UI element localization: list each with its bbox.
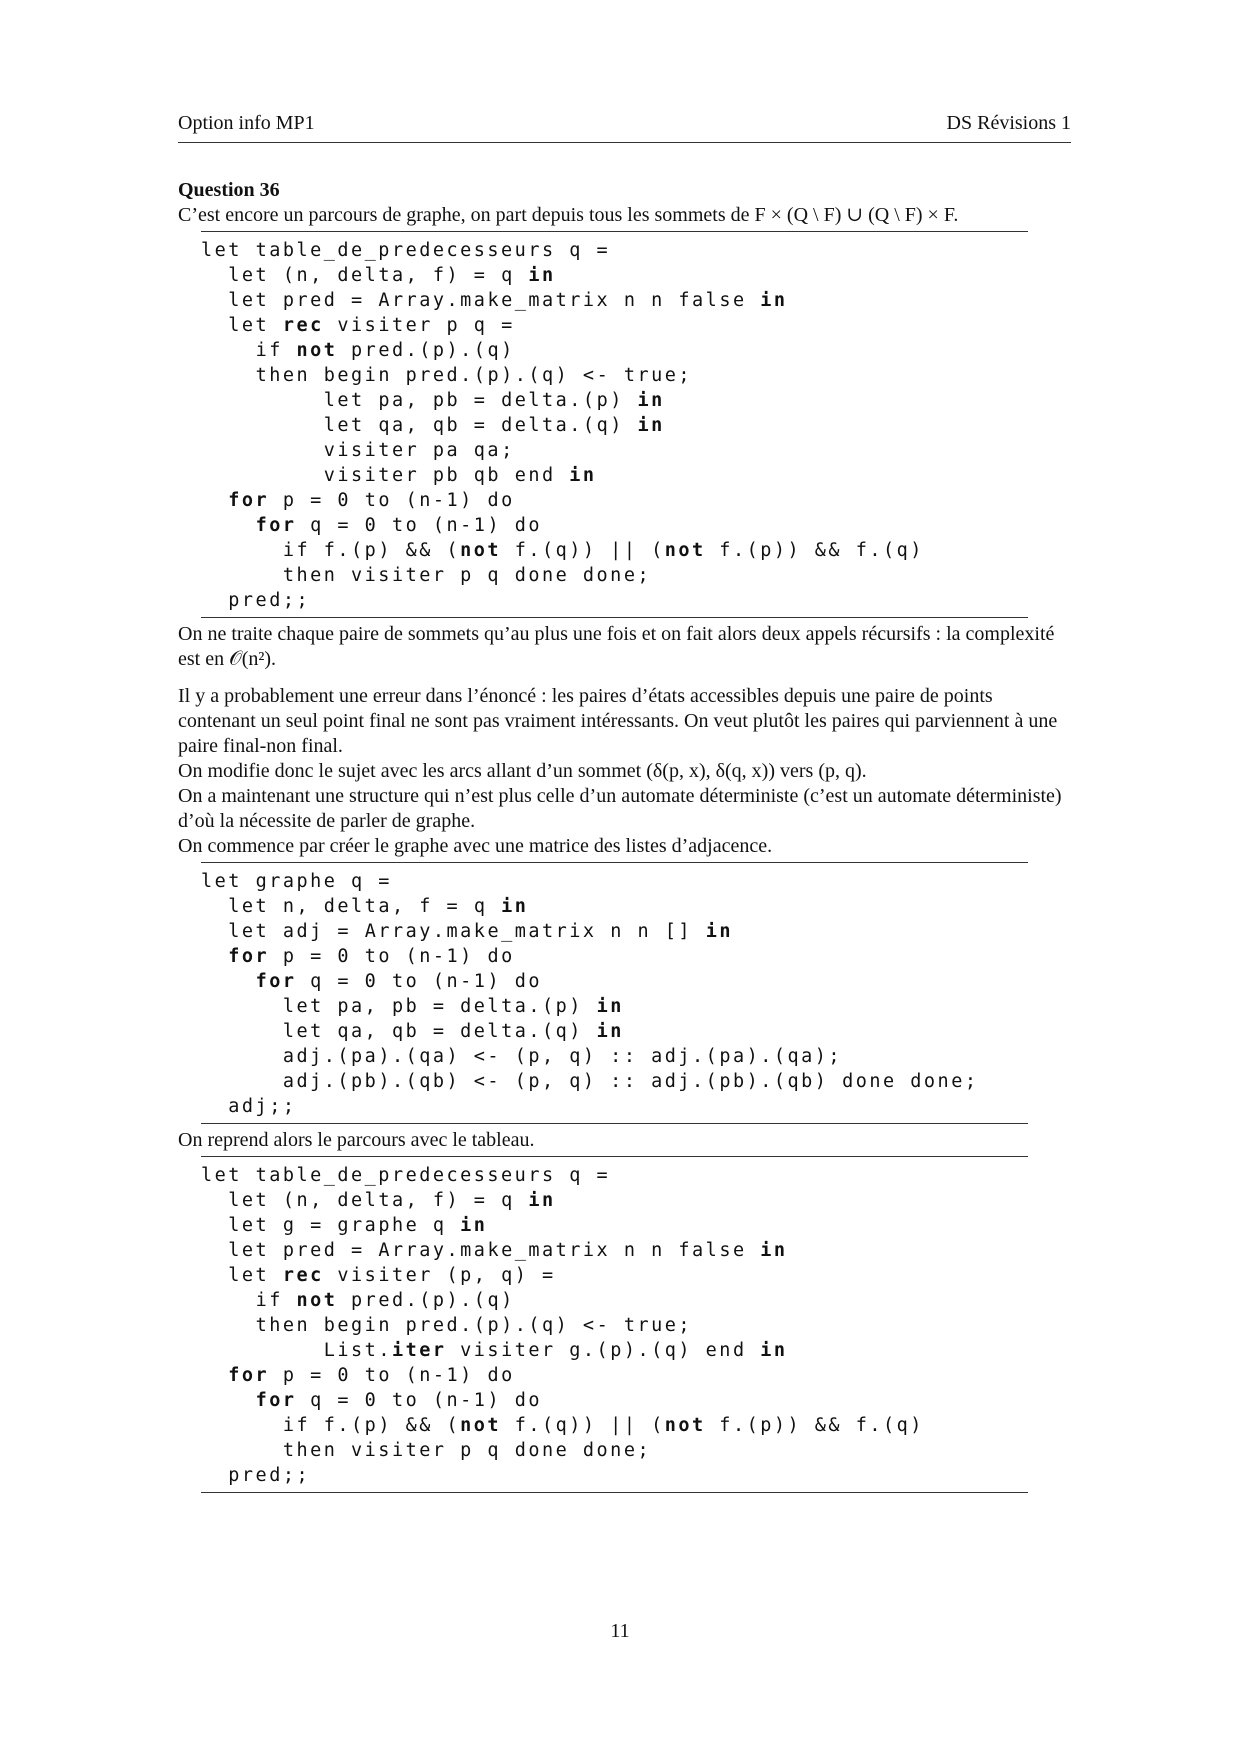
code-line: adj.(pb).(qb) <- (p, q) :: adj.(pb).(qb) done done; [282,1071,979,1092]
code-block-3 [201,1156,1028,1493]
code-line: for p = 0 to (n-1) do [228,1365,515,1386]
code-line: adj.(pa).(qa) <- (p, q) :: adj.(pa).(qa); [282,1046,843,1067]
code-line: List.iter visiter g.(p).(q) end in [323,1340,788,1361]
code-block-1 [201,231,1028,618]
code-line: pred;; [228,590,311,611]
remark-line: On modifie donc le sujet avec les arcs allant d’un sommet (δ(p, x), δ(q, x)) vers (p, q). [178,760,867,782]
code-line: let qa, qb = delta.(q) in [323,415,665,436]
code-line: let pred = Array.make_matrix n n false in [228,290,788,311]
remark-line: On a maintenant une structure qui n’est plus celle d’un automate déterministe (c’est un automate déterministe) d’où la nécessite de parler de graphe. [178,785,1062,832]
resume-paragraph: On reprend alors le parcours avec le tableau. [178,1129,535,1151]
code-line: visiter pb qb end in [323,465,597,486]
code-line: if f.(p) && (not f.(q)) || (not f.(p)) && f.(q) [282,1415,924,1436]
header-doc-title: DS Révisions 1 [946,112,1071,134]
code-line: visiter pa qa; [323,440,515,461]
remarks-paragraph [178,684,1071,859]
code-line: for q = 0 to (n-1) do [255,971,543,992]
code-line: let table_de_predecesseurs q = [201,1165,611,1186]
question-title: Question 36 [178,179,280,201]
code-line: let pred = Array.make_matrix n n false in [228,1240,788,1261]
code-line: if f.(p) && (not f.(q)) || (not f.(p)) && f.(q) [282,540,924,561]
code-line: let table_de_predecesseurs q = [201,240,611,261]
complexity-paragraph: On ne traite chaque paire de sommets qu’au plus une fois et on fait alors deux appels récursifs : la complexité est en 𝒪(n²). [178,623,1055,670]
code-line: let rec visiter (p, q) = [228,1265,556,1286]
code-line: then visiter p q done done; [282,1440,652,1461]
intro-paragraph: C’est encore un parcours de graphe, on part depuis tous les sommets de F × (Q \ F) ∪ (Q \ F) × F. [178,204,959,226]
code-line: let pa, pb = delta.(p) in [282,996,624,1017]
code-line: adj;; [228,1096,297,1117]
code-line: then begin pred.(p).(q) <- true; [255,1315,693,1336]
code-line: let graphe q = [201,871,392,892]
code-line: let adj = Array.make_matrix n n [] in [228,921,733,942]
code-line: pred;; [228,1465,311,1486]
page-number: 11 [610,1620,630,1642]
code-line: then visiter p q done done; [282,565,652,586]
code-line: if not pred.(p).(q) [255,340,515,361]
remark-line: On commence par créer le graphe avec une matrice des listes d’adjacence. [178,835,773,857]
code-line: let n, delta, f = q in [228,896,529,917]
page-content [178,178,1071,1497]
code-line: let (n, delta, f) = q in [228,1190,556,1211]
code-line: for p = 0 to (n-1) do [228,490,515,511]
header-course: Option info MP1 [178,112,315,134]
code-line: let rec visiter p q = [228,315,515,336]
code-line: let qa, qb = delta.(q) in [282,1021,624,1042]
code-line: for q = 0 to (n-1) do [255,515,543,536]
code-line: let g = graphe q in [228,1215,488,1236]
code-line: then begin pred.(p).(q) <- true; [255,365,693,386]
remark-line: Il y a probablement une erreur dans l’énoncé : les paires d’états accessibles depuis une paire de points contenant un seul point final ne sont pas vraiment intéressants. On veut plutôt les paires qui parviennent à une paire final-non final. [178,685,1058,757]
code-line: let pa, pb = delta.(p) in [323,390,665,411]
page-header [178,112,1071,143]
code-line: for p = 0 to (n-1) do [228,946,515,967]
code-block-2 [201,862,1028,1124]
code-line: if not pred.(p).(q) [255,1290,515,1311]
code-line: let (n, delta, f) = q in [228,265,556,286]
code-line: for q = 0 to (n-1) do [255,1390,543,1411]
